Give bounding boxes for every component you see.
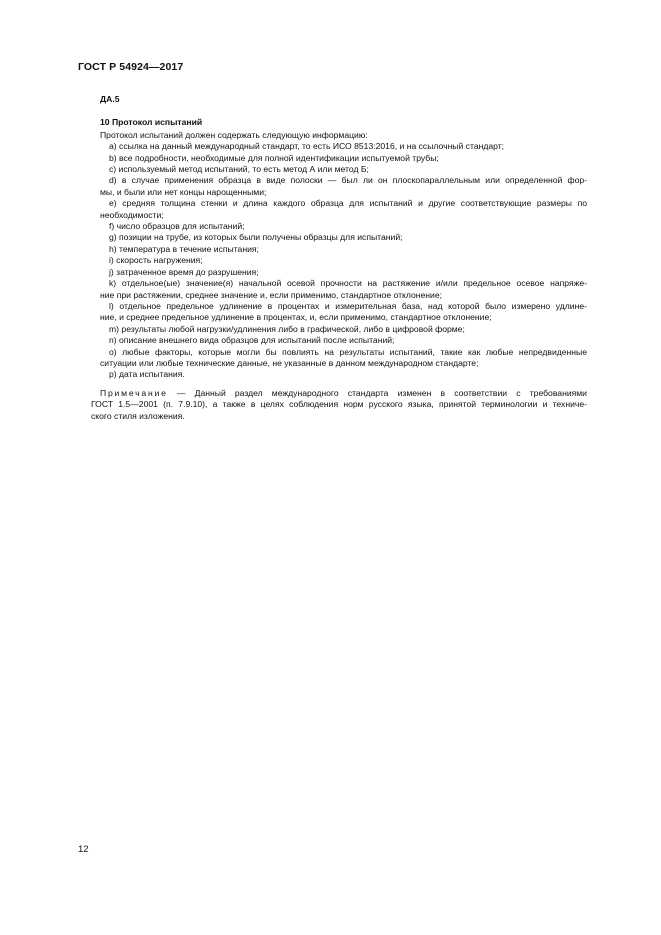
list-item bbox=[91, 255, 587, 266]
note-block bbox=[91, 388, 587, 422]
list-item-line: мы, и были или нет концы нарощенными; bbox=[100, 186, 267, 197]
note-line-2: ГОСТ 1.5—2001 (п. 7.9.10), а также в целях соблюдения норм русского языка, принятой терминологии и техниче- bbox=[91, 399, 587, 410]
list-item-line: e) средняя толщина стенки и длина каждого образца для испытаний и другие соответствующие размеры по bbox=[109, 198, 587, 209]
list-item bbox=[91, 244, 587, 255]
list-item bbox=[91, 141, 587, 152]
list-item bbox=[91, 369, 587, 380]
list-item-line: j) затраченное время до разрушения; bbox=[109, 266, 259, 277]
list-item bbox=[91, 232, 587, 243]
list-item bbox=[91, 164, 587, 175]
list-item-line: ние, и среднее предельное удлинение в процентах, и, если применимо, стандартное отклонение; bbox=[100, 312, 492, 323]
list-item-line: o) любые факторы, которые могли бы повлиять на результаты испытаний, такие как любые непредвиденные bbox=[109, 346, 587, 357]
page-header-standard-id: ГОСТ Р 54924—2017 bbox=[78, 61, 184, 73]
list-item bbox=[91, 301, 587, 324]
note-line-1 bbox=[91, 388, 587, 399]
list-item bbox=[91, 324, 587, 335]
list-item-line: k) отдельное(ые) значение(я) начальной осевой прочности на растяжение и/или предельное осевое напряже- bbox=[109, 278, 587, 289]
requirements-list bbox=[91, 141, 587, 381]
list-item bbox=[91, 347, 587, 370]
section-title: 10 Протокол испытаний bbox=[100, 117, 203, 128]
section-intro bbox=[91, 130, 587, 141]
list-item bbox=[91, 267, 587, 278]
list-item bbox=[91, 335, 587, 346]
list-item bbox=[91, 175, 587, 198]
note-text-1: — Данный раздел международного стандарта изменен в соответствии с требованиями bbox=[167, 387, 587, 398]
list-item-line: d) в случае применения образца в виде полоски — был ли он плоскопараллельным или определенной фор- bbox=[109, 175, 587, 186]
list-item-line: a) ссылка на данный международный стандарт, то есть ИСО 8513:2016, и на ссылочный стандарт; bbox=[109, 141, 505, 152]
list-item-line: g) позиции на трубе, из которых были получены образцы для испытаний; bbox=[109, 232, 403, 243]
list-item-line: p) дата испытания. bbox=[109, 369, 185, 380]
note-line-3: ского стиля изложения. bbox=[91, 410, 185, 421]
list-item bbox=[91, 221, 587, 232]
list-item bbox=[91, 278, 587, 301]
list-item-line: l) отдельное предельное удлинение в процентах и измерительная база, над которой было измерено удлине- bbox=[109, 300, 587, 311]
list-item-line: c) используемый метод испытаний, то есть метод А или метод Б; bbox=[109, 164, 369, 175]
page-number: 12 bbox=[78, 844, 89, 855]
section-label: ДА.5 bbox=[100, 94, 120, 104]
list-item-line: ние при растяжении, среднее значение и, если применимо, стандартное отклонение; bbox=[100, 289, 443, 300]
list-item-line: b) все подробности, необходимые для полной идентификации испытуемой трубы; bbox=[109, 152, 439, 163]
note-label: Примечание bbox=[100, 387, 168, 398]
list-item-line: h) температура в течение испытания; bbox=[109, 243, 259, 254]
list-item-line: ситуации или любые технические данные, не указанные в данном международном стандарте; bbox=[100, 357, 479, 368]
list-item-line: i) скорость нагружения; bbox=[109, 255, 203, 266]
list-item bbox=[91, 198, 587, 221]
intro-line: Протокол испытаний должен содержать следующую информацию: bbox=[100, 129, 368, 140]
list-item-line: необходимости; bbox=[100, 209, 164, 220]
list-item bbox=[91, 153, 587, 164]
document-body bbox=[91, 94, 587, 422]
list-item-line: n) описание внешнего вида образцов для испытаний после испытаний; bbox=[109, 335, 395, 346]
list-item-line: f) число образцов для испытаний; bbox=[109, 221, 245, 232]
list-item-line: m) результаты любой нагрузки/удлинения либо в графической, либо в цифровой форме; bbox=[109, 323, 465, 334]
